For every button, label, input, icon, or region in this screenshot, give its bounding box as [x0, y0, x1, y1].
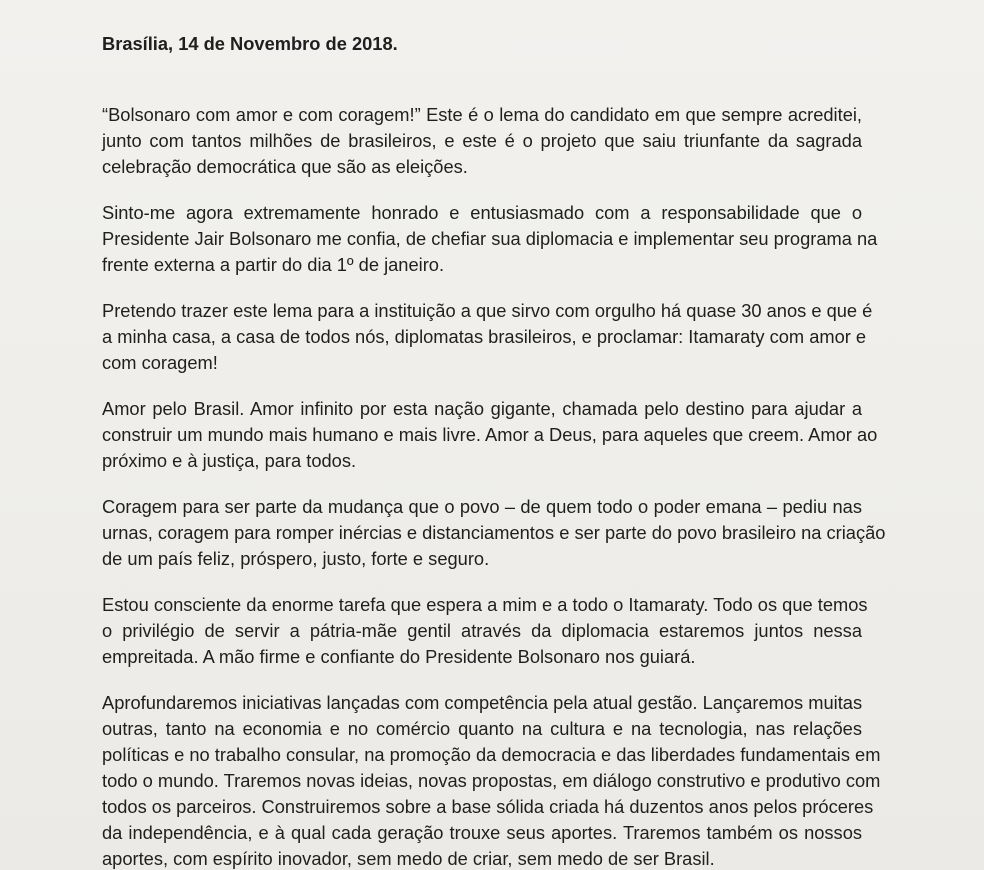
- text-line: com coragem!: [102, 352, 218, 373]
- paragraph-3: [102, 298, 873, 376]
- text-line: junto com tantos milhões de brasileiros, e este é o projeto que saiu triunfante da sagrada: [102, 130, 862, 151]
- text-line: de um país feliz, próspero, justo, forte e seguro.: [102, 548, 490, 569]
- paragraph-4: [102, 396, 878, 474]
- text-line: Estou consciente da enorme tarefa que espera a mim e a todo o Itamaraty. Todo os que temos: [102, 594, 868, 615]
- text-line: políticas e no trabalho consular, na promoção da democracia e das liberdades fundamentais em: [102, 744, 881, 765]
- paragraph-1: [102, 102, 862, 180]
- letter-date: Brasília, 14 de Novembro de 2018.: [102, 33, 398, 54]
- text-line: o privilégio de servir a pátria-mãe gentil através da diplomacia estaremos juntos nessa: [102, 620, 862, 641]
- text-line: Pretendo trazer este lema para a instituição a que sirvo com orgulho há quase 30 anos e que é: [102, 300, 873, 321]
- text-line: Coragem para ser parte da mudança que o povo – de quem todo o poder emana – pediu nas: [102, 496, 862, 517]
- text-line: empreitada. A mão firme e confiante do Presidente Bolsonaro nos guiará.: [102, 646, 696, 667]
- text-line: Sinto-me agora extremamente honrado e entusiasmado com a responsabilidade que o: [102, 202, 862, 223]
- text-line: Aprofundaremos iniciativas lançadas com competência pela atual gestão. Lançaremos muitas: [102, 692, 863, 713]
- text-line: urnas, coragem para romper inércias e distanciamentos e ser parte do povo brasileiro na criação: [102, 522, 886, 543]
- paragraph-7: [102, 690, 881, 870]
- text-line: próximo e à justiça, para todos.: [102, 450, 357, 471]
- text-line: “Bolsonaro com amor e com coragem!” Este é o lema do candidato em que sempre acreditei,: [102, 104, 862, 125]
- text-line: a minha casa, a casa de todos nós, diplomatas brasileiros, e proclamar: Itamaraty com amor e: [102, 326, 867, 347]
- text-line: outras, tanto na economia e no comércio quanto na cultura e na tecnologia, nas relações: [102, 718, 862, 739]
- text-line: todo o mundo. Traremos novas ideias, novas propostas, em diálogo construtivo e produtivo com: [102, 770, 881, 791]
- text-line: da independência, e à qual cada geração trouxe seus aportes. Traremos também os nossos: [102, 822, 862, 843]
- text-line: frente externa a partir do dia 1º de janeiro.: [102, 254, 445, 275]
- text-line: aportes, com espírito inovador, sem medo de criar, sem medo de ser Brasil.: [102, 848, 715, 869]
- paragraph-6: [102, 592, 868, 670]
- paragraph-5: [102, 494, 886, 572]
- text-line: construir um mundo mais humano e mais livre. Amor a Deus, para aqueles que creem. Amor ao: [102, 424, 878, 445]
- paragraph-2: [102, 200, 878, 278]
- text-line: todos os parceiros. Construiremos sobre a base sólida criada há duzentos anos pelos próceres: [102, 796, 874, 817]
- letter-body: [102, 32, 886, 870]
- text-line: Amor pelo Brasil. Amor infinito por esta nação gigante, chamada pelo destino para ajudar a: [102, 398, 862, 419]
- text-line: Presidente Jair Bolsonaro me confia, de chefiar sua diplomacia e implementar seu programa na: [102, 228, 878, 249]
- text-line: celebração democrática que são as eleições.: [102, 156, 468, 177]
